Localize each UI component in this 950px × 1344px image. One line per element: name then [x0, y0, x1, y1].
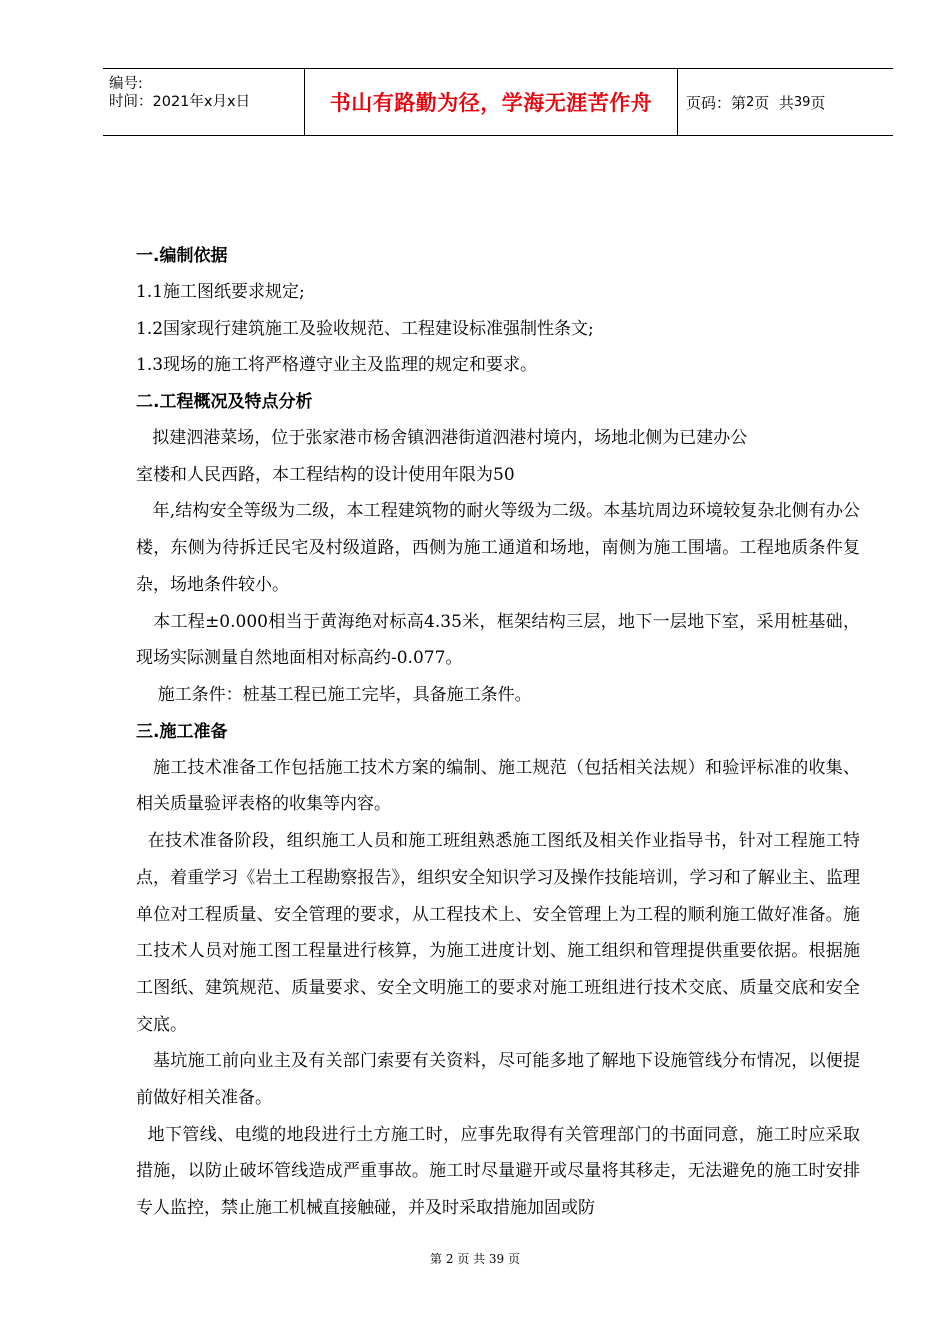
section-2-title: 二.工程概况及特点分析 [136, 392, 313, 413]
header-page-info [678, 69, 893, 135]
page-footer: 第 2 页 共 39 页 [430, 1252, 520, 1266]
page-total: 39 [793, 94, 811, 110]
section-1-item: 1.2国家现行建筑施工及验收规范、工程建设标准强制性条文; [136, 318, 594, 339]
paragraph: 施工条件：桩基工程已施工完毕，具备施工条件。 [136, 684, 532, 705]
paragraph: 在技术准备阶段，组织施工人员和施工班组熟悉施工图纸及相关作业指导书，针对工程施工特点，着重学习《岩土工程勘察报告》，组织安全知识学习及操作技能培训，学习和了解业主、监理单位对工程质量、安全管理的要求，从工程技术上、安全管理上为工程的顺利施工做好准备。施工技术人员对施工图工程量进行核算，为施工进度计划、施工组织和管理提供重要依据。根据施工图纸、建筑规范、质量要求、安全文明施工的要求对施工班组进行技术交底、质量交底和安全交底。 [136, 831, 861, 1035]
page-header [103, 68, 893, 136]
document-number-label: 编号: [109, 76, 143, 92]
paragraph-line: 室楼和人民西路，本工程结构的设计使用年限为50 [136, 464, 515, 485]
paragraph: 本工程±0.000相当于黄海绝对标高4.35米，框架结构三层，地下一层地下室，采用桩基础，现场实际测量自然地面相对标高约-0.077。 [136, 611, 860, 669]
paragraph: 基坑施工前向业主及有关部门索要有关资料，尽可能多地了解地下设施管线分布情况，以便提前做好相关准备。 [136, 1051, 860, 1109]
document-time-label: 时间：2021年x月x日 [109, 94, 251, 110]
section-3-body [136, 750, 860, 1227]
paragraph-line: 拟建泗港菜场，位于张家港市杨舍镇泗港街道泗港村境内，场地北侧为已建办公 [136, 428, 748, 449]
page-label: 页码：第 [686, 93, 747, 112]
header-meta [103, 69, 304, 135]
page-end: 页 [810, 93, 826, 112]
paragraph: 施工技术准备工作包括施工技术方案的编制、施工规范（包括相关法规）和验评标准的收集、相关质量验评表格的收集等内容。 [136, 757, 860, 815]
paragraph: 地下管线、电缆的地段进行土方施工时，应事先取得有关管理部门的书面同意，施工时应采取措施，以防止破坏管线造成严重事故。施工时尽量避开或尽量将其移走，无法避免的施工时安排专人监控，禁止施工机械直接触碰，并及时采取措施加固或防 [136, 1124, 861, 1219]
section-1-item: 1.3现场的施工将严格遵守业主及监理的规定和要求。 [136, 355, 538, 376]
page-number: 2 [746, 94, 755, 110]
document-body [136, 238, 860, 1227]
page-mid: 页 共 [754, 93, 794, 112]
section-3-title: 三.施工准备 [136, 721, 228, 742]
section-1-title: 一.编制依据 [136, 246, 228, 266]
header-motto: 书山有路勤为径，学海无涯苦作舟 [304, 69, 678, 135]
section-1-item: 1.1施工图纸要求规定; [136, 282, 305, 302]
paragraph: 年,结构安全等级为二级，本工程建筑物的耐火等级为二级。本基坑周边环境较复杂北侧有办公楼，东侧为待拆迁民宅及村级道路，西侧为施工通道和场地，南侧为施工围墙。工程地质条件复杂，场地条件较小。 [136, 501, 860, 595]
section-2-body [136, 420, 860, 714]
